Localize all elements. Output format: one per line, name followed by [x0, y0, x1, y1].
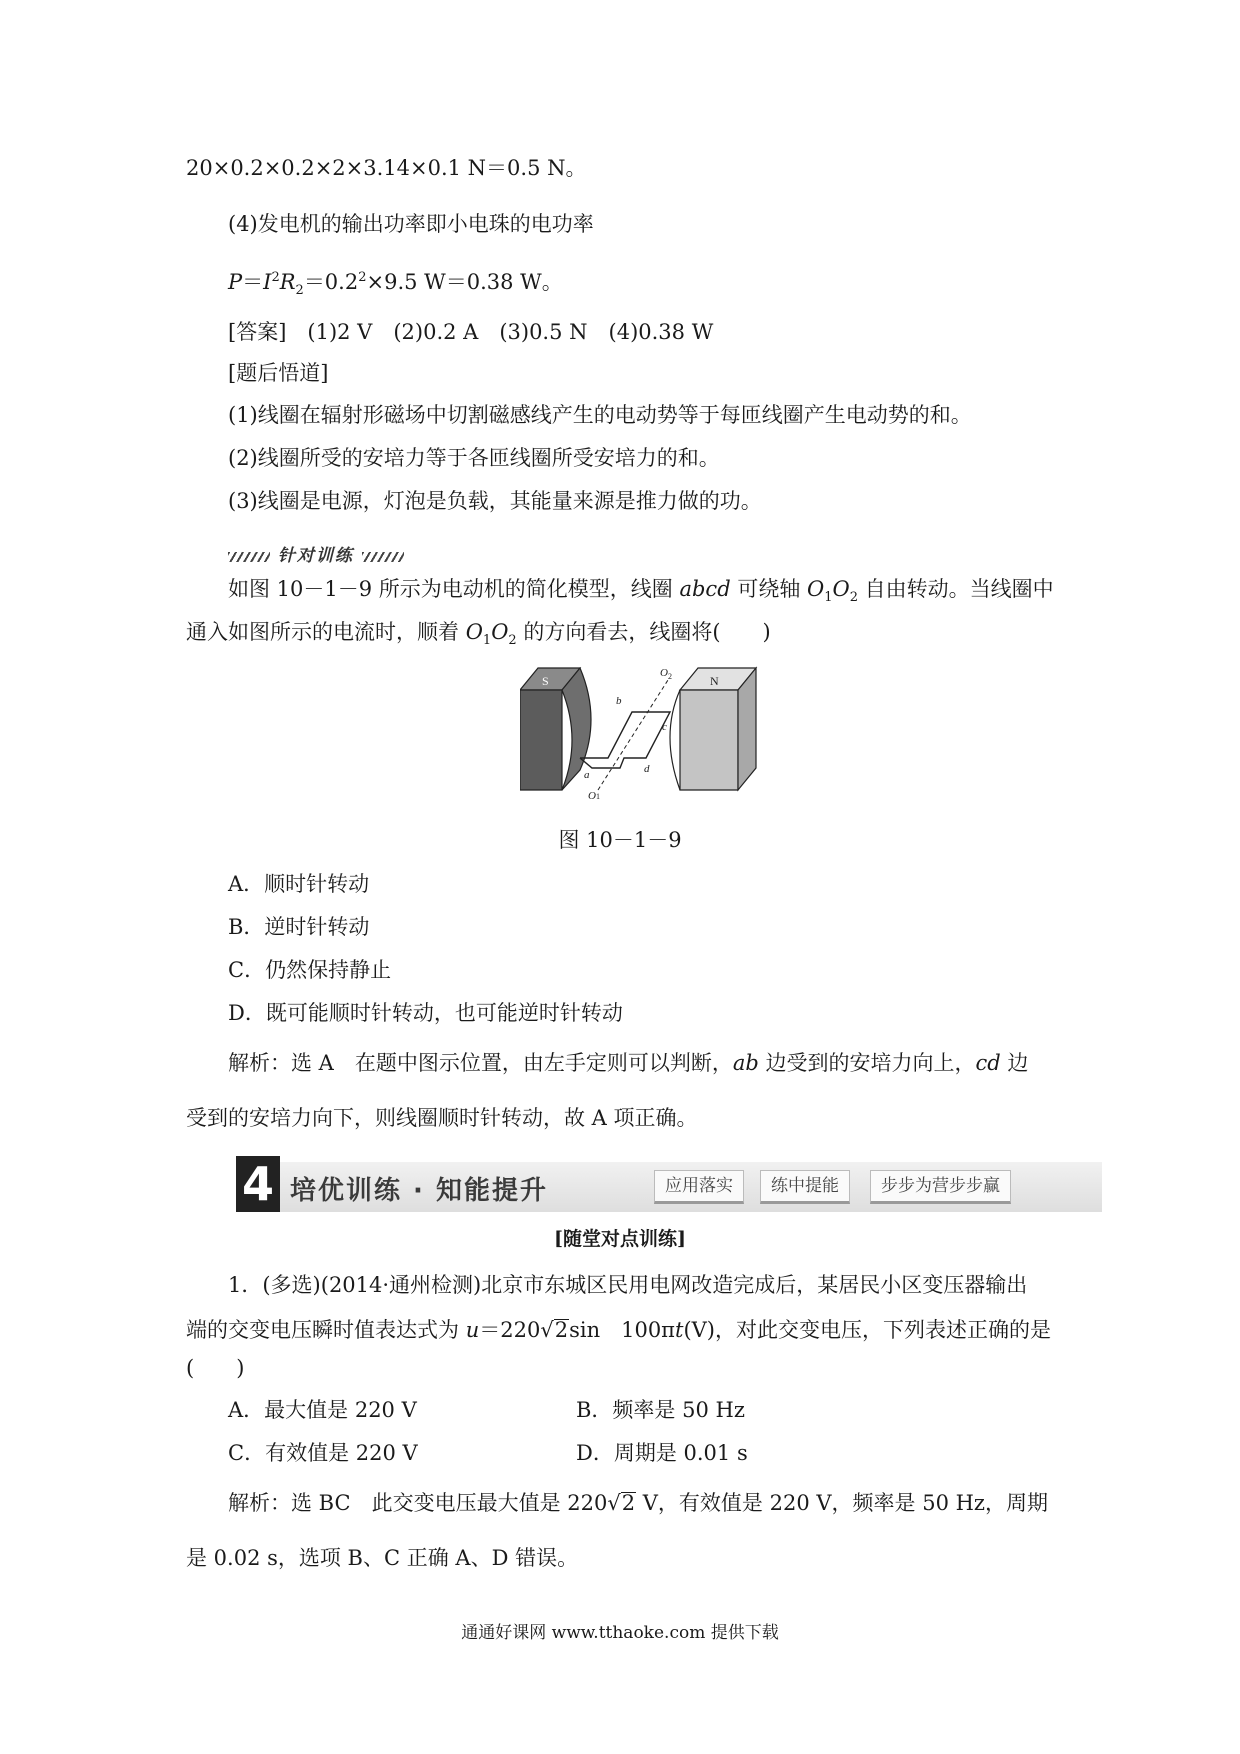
analysis1-b: 边受到的安培力向上，: [758, 1051, 976, 1075]
insight-title: [题后悟道]: [228, 361, 329, 385]
p-symbol: P: [228, 270, 243, 294]
section-title: 培优训练 · 知能提升: [290, 1176, 548, 1206]
practice-tag: [228, 541, 404, 566]
apply-button[interactable]: 应用落实: [654, 1170, 744, 1204]
label-o1: O: [588, 790, 596, 800]
label-b: b: [616, 695, 622, 707]
q-text-c: 自由转动。当线圈中: [858, 577, 1054, 601]
q2-o1: O: [465, 620, 483, 644]
label-a: a: [584, 769, 590, 781]
q1-l2d: (V)，对此交变电压，下列表述正确的是: [683, 1318, 1051, 1342]
q1-line1: 1．(多选)(2014·通州检测)北京市东城区民用电网改造完成后，某居民小区变压器输出: [228, 1273, 1028, 1297]
analysis1-ab: ab: [732, 1051, 759, 1075]
question-intro-1: [228, 577, 1054, 606]
radical-sign-2: √: [607, 1491, 621, 1515]
label-d: d: [644, 763, 650, 775]
analysis1-a: 解析：选 A 在题中图示位置，由左手定则可以判断，: [228, 1051, 733, 1075]
section-number: 4: [236, 1156, 280, 1212]
label-c: c: [662, 721, 667, 733]
power-formula: [228, 270, 563, 299]
radical-sign: √: [540, 1318, 554, 1342]
footer-credit: 通通好课网 www.tthaoke.com 提供下载: [461, 1623, 779, 1643]
subsection-title: [随堂对点训练]: [554, 1228, 686, 1250]
s-magnet-front: [520, 690, 562, 790]
insight-1: (1)线圈在辐射形磁场中切割磁感线产生的电动势等于每匝线圈产生电动势的和。: [228, 403, 972, 427]
n-magnet-pole: [670, 690, 680, 790]
analysis2-a: 解析：选 BC 此交变电压最大值是 220: [228, 1491, 608, 1515]
analysis1-cd: cd: [975, 1051, 1001, 1075]
part4-heading: (4)发电机的输出功率即小电珠的电功率: [228, 212, 594, 236]
q1-t: t: [674, 1318, 684, 1342]
q-o2: O: [832, 577, 850, 601]
q2-text-b: 的方向看去，线圈将( ): [516, 620, 771, 644]
q-text-a: 如图 10－1－9 所示为电动机的简化模型，线圈: [228, 577, 680, 601]
q-text-b: 可绕轴: [730, 577, 807, 601]
figure-caption: 图 10－1－9: [558, 828, 682, 852]
label-n: N: [710, 674, 719, 688]
hatch-left: [228, 552, 270, 562]
motor-figure: [520, 660, 770, 800]
r-sub: 2: [295, 283, 304, 299]
q1-l2b: ＝220: [479, 1318, 541, 1342]
q2-o2-sub: 2: [508, 633, 517, 649]
option-a: A．顺时针转动: [228, 872, 370, 896]
section-banner: [236, 1157, 1102, 1212]
analysis-1b: 受到的安培力向下，则线圈顺时针转动，故 A 项正确。: [186, 1106, 698, 1130]
power-rest: ＝0.2: [303, 270, 359, 294]
power-tail: ×9.5 W＝0.38 W。: [366, 270, 563, 294]
practice-tag-text: 针对训练: [277, 546, 354, 566]
q1-option-b: B．频率是 50 Hz: [576, 1398, 745, 1422]
analysis-1: [228, 1051, 1028, 1076]
analysis2-b: V，有效值是 220 V，频率是 50 Hz，周期: [636, 1491, 1048, 1515]
sq-exp2: 2: [358, 270, 367, 285]
hatch-right: [362, 552, 404, 562]
n-magnet-front: [680, 690, 738, 790]
option-d: D．既可能顺时针转动，也可能逆时针转动: [228, 1001, 623, 1025]
answer-line: [答案] (1)2 V (2)0.2 A (3)0.5 N (4)0.38 W: [228, 320, 714, 344]
analysis2-radicand: 2: [621, 1491, 636, 1515]
analysis-2b: 是 0.02 s，选项 B、C 正确 A、D 错误。: [186, 1546, 579, 1570]
q-o1-sub: 1: [824, 590, 833, 606]
q2-text-a: 通入如图所示的电流时，顺着: [186, 620, 466, 644]
analysis-2: [228, 1491, 1048, 1516]
calc-line: 20×0.2×0.2×2×3.14×0.1 N＝0.5 N。: [186, 156, 587, 180]
label-o2: O: [660, 667, 668, 679]
eq: ＝: [242, 270, 264, 294]
i-symbol: I: [263, 270, 272, 294]
sq-exp: 2: [271, 270, 280, 285]
q1-line3: ( ): [186, 1356, 245, 1380]
label-s: S: [542, 674, 549, 688]
q-o2-sub: 2: [849, 590, 858, 606]
question-intro-2: [186, 620, 771, 649]
insight-3: (3)线圈是电源，灯泡是负载，其能量来源是推力做的功。: [228, 489, 762, 513]
q1-l2c: sin 100π: [569, 1318, 675, 1342]
q-abcd: abcd: [679, 577, 731, 601]
label-o1-sub: 1: [596, 792, 600, 800]
n-magnet-side: [738, 668, 756, 790]
q1-radicand: 2: [554, 1318, 569, 1342]
q2-o1-sub: 1: [482, 633, 492, 649]
step-button[interactable]: 步步为营步步赢: [870, 1170, 1011, 1204]
q-o1: O: [807, 577, 825, 601]
option-b: B．逆时针转动: [228, 915, 370, 939]
q1-u: u: [465, 1318, 480, 1342]
analysis1-c: 边: [1000, 1051, 1029, 1075]
q1-line2: [186, 1318, 1051, 1343]
option-c: C．仍然保持静止: [228, 958, 392, 982]
label-o2-sub: 2: [668, 672, 672, 681]
r-symbol: R: [279, 270, 296, 294]
q1-l2a: 端的交变电压瞬时值表达式为: [186, 1318, 466, 1342]
insight-2: (2)线圈所受的安培力等于各匝线圈所受安培力的和。: [228, 446, 720, 470]
q1-option-d: D．周期是 0.01 s: [576, 1441, 748, 1465]
q1-option-c: C．有效值是 220 V: [228, 1441, 418, 1465]
q1-option-a: A．最大值是 220 V: [228, 1398, 417, 1422]
coil: [580, 712, 670, 768]
practice-button[interactable]: 练中提能: [760, 1170, 850, 1204]
q2-o2: O: [491, 620, 509, 644]
